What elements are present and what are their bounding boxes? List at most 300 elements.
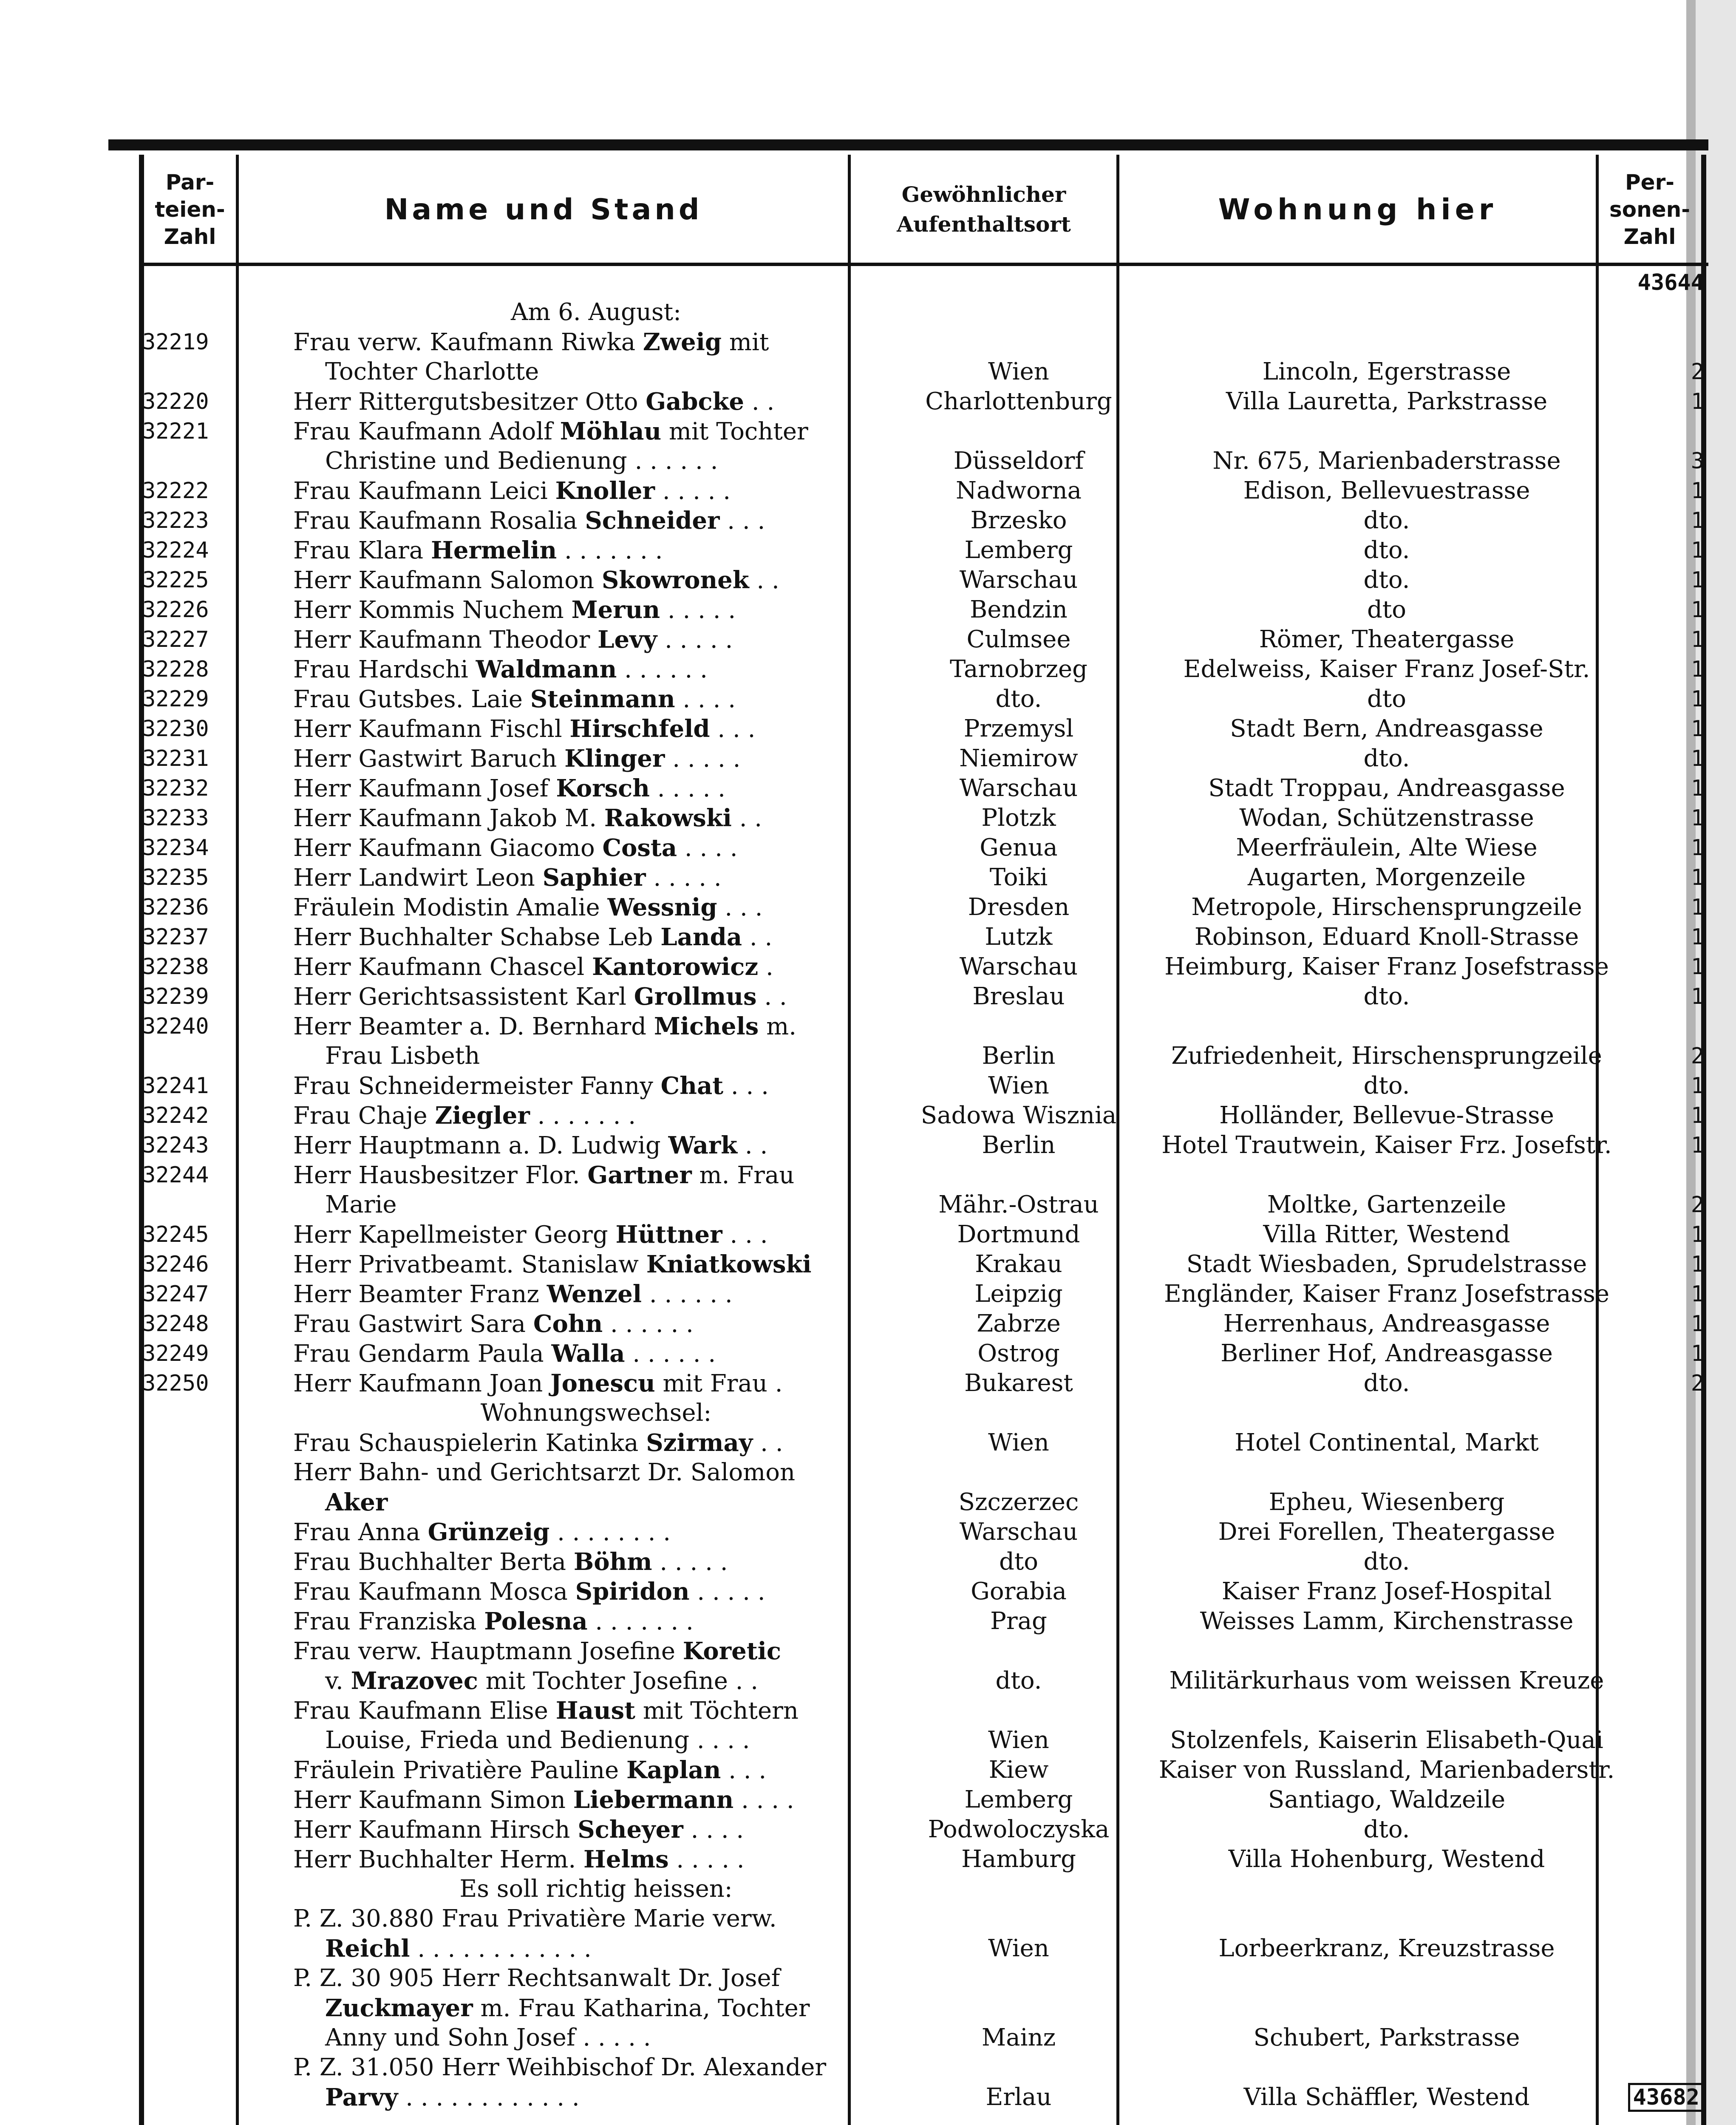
guest-name: Marie <box>325 1191 397 1218</box>
table-row <box>142 922 1706 952</box>
table-row <box>142 1012 1706 1041</box>
residence: Villa Ritter, Westend <box>1263 1221 1510 1248</box>
table-row <box>142 1636 1706 1666</box>
table-row <box>142 1517 1706 1547</box>
persons: 1 <box>1691 746 1704 771</box>
guest-name: Frau Chaje Ziegler . . . . . . . <box>293 1102 636 1130</box>
table-row <box>142 714 1706 744</box>
party-number: 32220 <box>142 389 209 414</box>
residence: Robinson, Eduard Knoll-Strasse <box>1194 923 1579 951</box>
guest-name: P. Z. 31.050 Herr Weihbischof Dr. Alexander <box>293 2054 827 2081</box>
table-row <box>142 1547 1706 1577</box>
origin: dto. <box>995 1667 1042 1694</box>
party-number: 32250 <box>142 1371 209 1396</box>
party-number: 32221 <box>142 419 209 444</box>
persons: 1 <box>1691 865 1704 890</box>
party-number: 32248 <box>142 1311 209 1337</box>
residence: Villa Lauretta, Parkstrasse <box>1226 388 1548 415</box>
persons: 1 <box>1691 954 1704 980</box>
table-row <box>142 357 1706 387</box>
section-heading <box>142 298 1706 327</box>
persons: 1 <box>1691 1311 1704 1337</box>
residence: dto. <box>1363 1548 1410 1575</box>
residence: dto. <box>1363 536 1410 564</box>
residence: Augarten, Morgenzeile <box>1247 864 1526 891</box>
table-row <box>142 2053 1706 2082</box>
total-row <box>142 268 1706 298</box>
header-rule <box>142 263 1708 266</box>
table-row <box>142 565 1706 595</box>
guest-name: Frau Buchhalter Berta Böhm . . . . . <box>293 1548 728 1576</box>
table-row <box>142 387 1706 416</box>
guest-name: P. Z. 30.880 Frau Privatière Marie verw. <box>293 1905 777 1932</box>
header-text: Per- <box>1625 170 1674 195</box>
header-text: teien- <box>155 197 225 222</box>
residence: Weisses Lamm, Kirchenstrasse <box>1200 1607 1574 1635</box>
persons: 1 <box>1691 776 1704 801</box>
origin: Charlottenburg <box>925 388 1112 415</box>
guest-name: Herr Kaufmann Theodor Levy . . . . . <box>293 626 733 654</box>
table-row <box>142 982 1706 1012</box>
persons: 1 <box>1691 508 1704 533</box>
origin: Wien <box>988 1429 1049 1456</box>
origin: Düsseldorf <box>953 447 1084 475</box>
persons: 1 <box>1691 924 1704 950</box>
residence: dto. <box>1363 1369 1410 1397</box>
table-row <box>142 2082 1706 2112</box>
origin: Toiki <box>989 864 1048 891</box>
table-row <box>142 1220 1706 1250</box>
guest-name: Louise, Frieda und Bedienung . . . . <box>325 1726 750 1754</box>
persons: 1 <box>1691 1103 1704 1128</box>
origin: Genua <box>980 834 1058 861</box>
guest-name: Frau Kaufmann Leici Knoller . . . . . <box>293 477 731 505</box>
persons: 1 <box>1691 657 1704 682</box>
origin: Dresden <box>968 893 1070 921</box>
residence: Kaiser Franz Josef-Hospital <box>1221 1578 1552 1605</box>
persons <box>1626 2082 1704 2112</box>
guest-name: Frau Klara Hermelin . . . . . . . <box>293 536 663 564</box>
table-row <box>142 1577 1706 1606</box>
party-number: 32225 <box>142 567 209 593</box>
residence: Hotel Continental, Markt <box>1235 1429 1539 1456</box>
table-row <box>142 1904 1706 1934</box>
origin: Warschau <box>959 774 1078 802</box>
guest-name: Frau Lisbeth <box>325 1042 480 1070</box>
guest-name: Zuckmayer m. Frau Katharina, Tochter <box>325 1994 810 2022</box>
table-row <box>142 654 1706 684</box>
residence: dto <box>1367 685 1407 713</box>
guest-name: Frau Schauspielerin Katinka Szirmay . . <box>293 1429 783 1457</box>
header-name: Name und Stand <box>384 193 703 227</box>
header-text: sonen- <box>1609 197 1690 222</box>
table-row <box>142 1488 1706 1517</box>
guest-name: Frau Franziska Polesna . . . . . . . <box>293 1607 694 1635</box>
residence: Santiago, Waldzeile <box>1268 1786 1506 1813</box>
table-row <box>142 1250 1706 1279</box>
guest-name: P. Z. 30 905 Herr Rechtsanwalt Dr. Josef <box>293 1964 780 1992</box>
table-row <box>142 1934 1706 1964</box>
party-number: 32238 <box>142 954 209 980</box>
residence: dto. <box>1363 507 1410 534</box>
table-row <box>142 536 1706 565</box>
origin: Mainz <box>981 2024 1056 2051</box>
origin: Plotzk <box>981 804 1056 832</box>
party-number: 32245 <box>142 1222 209 1247</box>
origin: Culmsee <box>966 626 1071 653</box>
origin: Wien <box>988 358 1049 385</box>
residence: Schubert, Parkstrasse <box>1253 2024 1520 2051</box>
header-residence: Wohnung hier <box>1218 193 1498 227</box>
persons: 1 <box>1691 478 1704 504</box>
guest-name: Herr Kaufmann Jakob M. Rakowski . . <box>293 804 762 832</box>
table-row <box>142 1606 1706 1636</box>
origin: Breslau <box>972 983 1065 1010</box>
persons: 1 <box>1691 627 1704 652</box>
guest-name: Herr Kaufmann Joan Jonescu mit Frau . <box>293 1369 783 1397</box>
party-number: 32230 <box>142 716 209 742</box>
residence: Lorbeerkranz, Kreuzstrasse <box>1218 1935 1555 1962</box>
persons: 1 <box>1691 567 1704 593</box>
residence: Villa Schäffler, Westend <box>1243 2083 1530 2111</box>
guest-name: Frau Kaufmann Elise Haust mit Töchtern <box>293 1697 799 1725</box>
table-row <box>142 833 1706 863</box>
guest-name: Herr Beamter a. D. Bernhard Michels m. <box>293 1012 797 1040</box>
residence: Lincoln, Egerstrasse <box>1262 358 1511 385</box>
persons: 1 <box>1691 805 1704 831</box>
guest-name: Herr Gastwirt Baruch Klinger . . . . . <box>293 745 741 773</box>
party-number: 32232 <box>142 776 209 801</box>
origin: Warschau <box>959 566 1078 594</box>
origin: Kiew <box>988 1756 1049 1784</box>
table-row <box>142 803 1706 833</box>
table-row <box>142 892 1706 922</box>
origin: Lutzk <box>985 923 1053 951</box>
residence: Nr. 675, Marienbaderstrasse <box>1212 447 1561 475</box>
guest-name: Frau Kaufmann Rosalia Schneider . . . <box>293 507 765 535</box>
guest-name: Frau Gutsbes. Laie Steinmann . . . . <box>293 685 736 713</box>
guest-name: Herr Buchhalter Herm. Helms . . . . . <box>293 1845 745 1873</box>
persons: 2 <box>1691 1371 1704 1396</box>
table-row <box>142 1279 1706 1309</box>
table-row <box>142 476 1706 506</box>
table-row <box>142 1101 1706 1130</box>
party-number: 32241 <box>142 1073 209 1099</box>
table-row <box>142 446 1706 476</box>
guest-name: Anny und Sohn Josef . . . . . <box>325 2024 651 2051</box>
origin: Zabrze <box>977 1310 1061 1337</box>
party-number: 32228 <box>142 657 209 682</box>
origin: Berlin <box>982 1131 1056 1159</box>
residence: Stadt Wiesbaden, Sprudelstrasse <box>1186 1250 1587 1278</box>
table-row <box>142 744 1706 774</box>
party-number: 32235 <box>142 865 209 890</box>
guest-name: Reichl . . . . . . . . . . . . <box>325 1935 592 1963</box>
guest-name: Herr Beamter Franz Wenzel . . . . . . <box>293 1280 733 1308</box>
header-text: Aufenthaltsort <box>897 212 1071 237</box>
origin: Wien <box>988 1935 1049 1962</box>
origin: Lemberg <box>964 536 1073 564</box>
guest-name: Herr Hauptmann a. D. Ludwig Wark . . <box>293 1131 768 1159</box>
residence: dto. <box>1363 1816 1410 1843</box>
table-row <box>142 2023 1706 2053</box>
table-row <box>142 1726 1706 1755</box>
party-number: 32236 <box>142 895 209 920</box>
guest-name: Frau Kaufmann Mosca Spiridon . . . . . <box>293 1578 765 1606</box>
table-row <box>142 1964 1706 1993</box>
table-row <box>142 1844 1706 1874</box>
residence: Meerfräulein, Alte Wiese <box>1236 834 1538 861</box>
persons: 2 <box>1691 1043 1704 1069</box>
section-title: Wohnungswechsel: <box>480 1399 712 1427</box>
guest-name: Aker <box>325 1488 388 1516</box>
residence: dto. <box>1363 1072 1410 1099</box>
residence: Stolzenfels, Kaiserin Elisabeth-Quai <box>1170 1726 1603 1754</box>
origin: Sadowa Wisznia <box>920 1102 1117 1129</box>
guest-name: Herr Gerichtsassistent Karl Grollmus . . <box>293 983 787 1011</box>
guest-name: Frau Schneidermeister Fanny Chat . . . <box>293 1072 769 1100</box>
origin: Prag <box>990 1607 1047 1635</box>
guest-name: Fräulein Modistin Amalie Wessnig . . . <box>293 893 763 921</box>
origin: Hamburg <box>961 1845 1076 1873</box>
persons: 1 <box>1691 1222 1704 1247</box>
guest-name: Frau Gendarm Paula Walla . . . . . . <box>293 1340 716 1368</box>
origin: Warschau <box>959 1518 1078 1546</box>
origin: Mähr.-Ostrau <box>938 1191 1099 1218</box>
table-row <box>142 1309 1706 1339</box>
origin: Przemysl <box>963 715 1074 742</box>
header-text: Par- <box>165 170 215 195</box>
residence: Kaiser von Russland, Marienbaderstr. <box>1158 1756 1615 1784</box>
section-title: Am 6. August: <box>510 298 682 326</box>
residence: dto <box>1367 596 1407 623</box>
persons: 1 <box>1691 538 1704 563</box>
header-text: Gewöhnlicher <box>901 182 1066 207</box>
persons: 3 <box>1691 448 1704 474</box>
guest-name: Frau verw. Hauptmann Josefine Koretic <box>293 1637 781 1665</box>
residence: Römer, Theatergasse <box>1259 626 1515 653</box>
table-row <box>142 327 1706 357</box>
party-number: 32233 <box>142 805 209 831</box>
guest-name: Herr Kaufmann Giacomo Costa . . . . <box>293 834 738 862</box>
guest-name: Herr Kaufmann Hirsch Scheyer . . . . <box>293 1816 744 1844</box>
party-number: 32219 <box>142 329 209 355</box>
origin: Leipzig <box>974 1280 1063 1308</box>
origin: Brzesko <box>970 507 1067 534</box>
persons: 1 <box>1691 835 1704 861</box>
table-row <box>142 1696 1706 1726</box>
top-rule <box>108 139 1708 150</box>
residence: Villa Hohenburg, Westend <box>1228 1845 1545 1873</box>
table-row <box>142 1755 1706 1785</box>
header-persons <box>1599 156 1700 263</box>
table-row <box>142 416 1706 446</box>
guest-name: Herr Kaufmann Josef Korsch . . . . . <box>293 774 725 802</box>
residence: Berliner Hof, Andreasgasse <box>1221 1340 1553 1367</box>
origin: Berlin <box>982 1042 1056 1070</box>
party-number: 32229 <box>142 686 209 712</box>
persons: 1 <box>1691 1073 1704 1099</box>
guest-name: Tochter Charlotte <box>325 358 539 385</box>
table-row <box>142 952 1706 982</box>
origin: Ostrog <box>977 1340 1060 1367</box>
residence: Edelweiss, Kaiser Franz Josef-Str. <box>1183 655 1590 683</box>
header-origin <box>852 156 1116 263</box>
persons: 1 <box>1691 1281 1704 1307</box>
party-number: 32234 <box>142 835 209 861</box>
party-number: 32242 <box>142 1103 209 1128</box>
guest-name: Herr Kaufmann Fischl Hirschfeld . . . <box>293 715 756 743</box>
table-row <box>142 1041 1706 1071</box>
table-row <box>142 1160 1706 1190</box>
persons: 1 <box>1691 1341 1704 1366</box>
section-heading <box>142 1874 1706 1904</box>
header-text: Zahl <box>164 224 216 249</box>
origin: Erlau <box>986 2083 1052 2111</box>
origin: Warschau <box>959 953 1078 980</box>
origin: dto. <box>995 685 1042 713</box>
table-row <box>142 1993 1706 2023</box>
table-row <box>142 1130 1706 1160</box>
residence: Metropole, Hirschensprungzeile <box>1191 893 1582 921</box>
guest-name: Herr Kapellmeister Georg Hüttner . . . <box>293 1221 768 1249</box>
table-row <box>142 1190 1706 1220</box>
table-row <box>142 1071 1706 1101</box>
guest-name: Herr Privatbeamt. Stanislaw Kniatkowski <box>293 1250 812 1278</box>
guest-name: Frau Gastwirt Sara Cohn . . . . . . <box>293 1310 694 1338</box>
table-row <box>142 1368 1706 1398</box>
guest-name: Herr Kaufmann Simon Liebermann . . . . <box>293 1786 794 1814</box>
origin: Szczerzec <box>958 1488 1079 1516</box>
section-heading <box>142 1398 1706 1428</box>
table-row <box>142 684 1706 714</box>
ledger-table <box>108 139 1708 2125</box>
residence: Zufriedenheit, Hirschensprungzeile <box>1171 1042 1602 1070</box>
guest-name: Christine und Bedienung . . . . . . <box>325 447 718 475</box>
table-row <box>142 1785 1706 1815</box>
header-text: Zahl <box>1623 224 1676 249</box>
party-number: 32227 <box>142 627 209 652</box>
table-row <box>142 1815 1706 1844</box>
party-number: 32237 <box>142 924 209 950</box>
origin: Wien <box>988 1726 1049 1754</box>
party-number: 32247 <box>142 1281 209 1307</box>
guest-name: Frau Hardschi Waldmann . . . . . . <box>293 655 708 683</box>
origin: Krakau <box>975 1250 1062 1278</box>
origin: Bukarest <box>964 1369 1073 1397</box>
persons: 2 <box>1691 1192 1704 1218</box>
residence: dto. <box>1363 983 1410 1010</box>
guest-name: Frau Anna Grünzeig . . . . . . . . <box>293 1518 671 1546</box>
party-number: 32249 <box>142 1341 209 1366</box>
residence: Moltke, Gartenzeile <box>1267 1191 1507 1218</box>
origin: dto <box>999 1548 1039 1575</box>
table-row <box>142 506 1706 536</box>
table-row <box>142 1339 1706 1368</box>
header-party-number <box>145 156 235 263</box>
guest-name: Herr Kaufmann Chascel Kantorowicz . <box>293 953 773 981</box>
section-title: Es soll richtig heissen: <box>459 1875 733 1903</box>
residence: dto. <box>1363 566 1410 594</box>
origin: Lemberg <box>964 1786 1073 1813</box>
table-row <box>142 1428 1706 1458</box>
guest-name: Herr Bahn- und Gerichtsarzt Dr. Salomon <box>293 1459 796 1486</box>
persons: 2 <box>1691 359 1704 385</box>
residence: dto. <box>1363 745 1410 772</box>
running-total-start <box>1626 268 1704 298</box>
origin: Bendzin <box>970 596 1068 623</box>
guest-name: v. Mrazovec mit Tochter Josefine . . <box>325 1667 759 1695</box>
residence: Militärkurhaus vom weissen Kreuze <box>1169 1667 1604 1694</box>
guest-name: Fräulein Privatière Pauline Kaplan . . . <box>293 1756 767 1784</box>
persons: 1 <box>1691 895 1704 920</box>
table-row <box>142 595 1706 625</box>
table-row <box>142 774 1706 803</box>
party-number: 32240 <box>142 1014 209 1039</box>
running-total-end: 43682 <box>1628 2083 1704 2112</box>
guest-name: Herr Buchhalter Schabse Leb Landa . . <box>293 923 773 951</box>
guest-name: Frau verw. Kaufmann Riwka Zweig mit <box>293 328 769 356</box>
persons: 1 <box>1691 716 1704 742</box>
entries <box>142 268 1706 2112</box>
party-number: 32243 <box>142 1133 209 1158</box>
residence: Wodan, Schützenstrasse <box>1239 804 1534 832</box>
persons: 1 <box>1691 984 1704 1009</box>
persons: 1 <box>1691 1252 1704 1277</box>
total-value: 43644 <box>1637 270 1704 295</box>
persons: 1 <box>1691 597 1704 623</box>
party-number: 32223 <box>142 508 209 533</box>
party-number: 32231 <box>142 746 209 771</box>
residence: Drei Forellen, Theatergasse <box>1218 1518 1555 1546</box>
residence: Hotel Trautwein, Kaiser Frz. Josefstr. <box>1161 1131 1612 1159</box>
party-number: 32224 <box>142 538 209 563</box>
party-number: 32226 <box>142 597 209 623</box>
residence: Herrenhaus, Andreasgasse <box>1223 1310 1550 1337</box>
guest-name: Frau Kaufmann Adolf Möhlau mit Tochter <box>293 417 808 445</box>
residence: Holländer, Bellevue-Strasse <box>1219 1102 1554 1129</box>
guest-name: Herr Hausbesitzer Flor. Gartner m. Frau <box>293 1161 795 1189</box>
residence: Stadt Bern, Andreasgasse <box>1230 715 1543 742</box>
party-number: 32239 <box>142 984 209 1009</box>
origin: Wien <box>988 1072 1049 1099</box>
residence: Engländer, Kaiser Franz Josefstrasse <box>1164 1280 1610 1308</box>
table-row <box>142 1666 1706 1696</box>
party-number: 32244 <box>142 1162 209 1188</box>
guest-name: Herr Rittergutsbesitzer Otto Gabcke . . <box>293 388 775 416</box>
origin: Tarnobrzeg <box>949 655 1088 683</box>
party-number: 32246 <box>142 1252 209 1277</box>
table-row <box>142 863 1706 892</box>
guest-name: Herr Kaufmann Salomon Skowronek . . <box>293 566 779 594</box>
guest-name: Herr Landwirt Leon Saphier . . . . . <box>293 864 722 892</box>
residence: Epheu, Wiesenberg <box>1269 1488 1505 1516</box>
origin: Dortmund <box>957 1221 1080 1248</box>
residence: Heimburg, Kaiser Franz Josefstrasse <box>1164 953 1609 980</box>
table-row <box>142 625 1706 654</box>
residence: Stadt Troppau, Andreasgasse <box>1208 774 1565 802</box>
guest-name: Herr Kommis Nuchem Merun . . . . . <box>293 596 736 624</box>
party-number: 32222 <box>142 478 209 504</box>
table-row <box>142 1458 1706 1488</box>
origin: Niemirow <box>959 745 1078 772</box>
persons: 1 <box>1691 1133 1704 1158</box>
origin: Nadworna <box>955 477 1082 504</box>
origin: Podwoloczyska <box>928 1816 1110 1843</box>
residence: Edison, Bellevuestrasse <box>1243 477 1530 504</box>
guest-name: Parvy . . . . . . . . . . . . <box>325 2083 580 2111</box>
persons: 1 <box>1691 389 1704 414</box>
